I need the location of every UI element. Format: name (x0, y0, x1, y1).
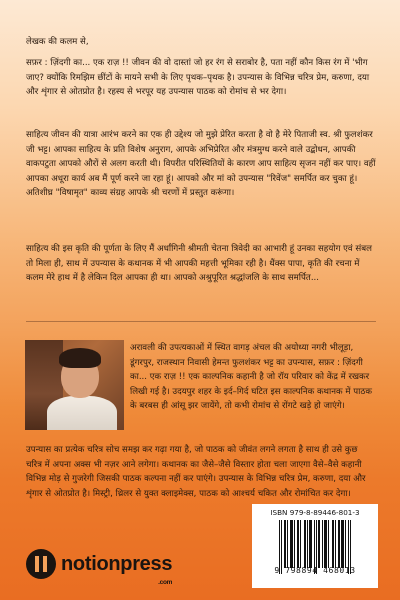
isbn-barcode (252, 504, 378, 588)
publisher-name: notionpress .com (61, 554, 172, 574)
gratitude-paragraph: साहित्य की इस कृति की पूर्णता के लिए मैं अर्धांगिनी श्रीमती चेतना त्रिवेदी का आभारी हूं उनका सहयोग एवं संबल तो मिला ही, साथ में उपन्यास के कथानक में भी आपकी महत्ती भूमिका रही है। थैंक्स पापा, कृति की रचना में कलम मेरे हाथ में है लेकिन दिल आपका ही था। आपको अश्रुपूरित श्रद्धांजलि के साथ समर्पित... (26, 244, 372, 284)
author-greeting: लेखक की कलम से, (26, 37, 89, 47)
isbn-label: ISBN 979-8-89446-801-3 (270, 508, 360, 517)
section-divider (26, 321, 376, 322)
barcode-bars (257, 520, 373, 568)
about-book-text: उपन्यास का प्रत्येक चरित्र सोच समझ कर गढ़ा गया है, जो पाठक को जीवंत लगने लगता है साथ ही उसे कुछ चरित्र में अपना अक्स भी नज़र आने लगेगा। कथानक का जैसे–जैसे विस्तार होता चला जाएगा वैसे–वैसे कहानी विभिन्न मोड़ से गुजरेगी जिसकी पाठक कल्पना नहीं कर पाएंगे। उपन्यास के विभिन्न चरित्र प्रेम, करुणा, दया और शृंगार से ओतप्रोत है। मिस्ट्री, थ्रिलर से युक्त क्लाइमेक्स, पाठक को आश्चर्य चकित और रोमांचित कर देगा। (26, 445, 366, 499)
dedication-paragraph: साहित्य जीवन की यात्रा आरंभ करने का एक ही उद्देश्य जो मुझे प्रेरित करता है वो है मेरे पिताजी स्व. श्री फुलशंकर जी भट्ट। आपका साहित्य के प्रति विशेष अनुराग, आपके अभिप्रेरित और मंत्रमुग्ध करने वाले उद्बोधन, आपकी वाकपटुता आपको औरों से अलग करती थी। विपरीत परिस्थितियों के कारण आप साहित्य सृजन नहीं कर पाए। वहीं आपका अधूरा कार्य अब मैं पूर्ण करने जा रहा हूं। आपको और मां को उपन्यास "रिवेंज" समर्पित कर चुका हूं। अतिशीघ्र "विषामृत" काव्य संग्रह आपके श्री चरणों में प्रस्तुत करूंगा। (26, 130, 376, 199)
intro-paragraph: सफ़र : ज़िंदगी का... एक राज़ !! जीवन की वो दास्तां जो हर रंग से सराबोर है, पता नहीं कौन किस रंग में 'भीग जाए? क्योंकि रिमझिम छींटों के मायने सभी के लिए पृथक–पृथक है। उपन्यास के विभिन्न चरित्र प्रेम, करुणा, दया और शृंगार से ओतप्रोत है। रहस्य से भरपूर यह उपन्यास पाठक को रोमांच से भर देगा। (26, 58, 370, 98)
publisher-logo (26, 548, 173, 586)
notion-press-mark-icon (26, 549, 56, 579)
isbn-digits: 9 798894 468013 (274, 566, 356, 575)
author-photo (25, 340, 124, 430)
about-author-text: अरावली की उपत्यकाओं में स्थित वागड़ अंचल की अयोध्या नगरी भीलूड़ा, डूंगरपुर, राजस्थान निवासी हेमन्त फुलशंकर भट्ट का उपन्यास, सफ़र : ज़िंदगी का... एक राज़ !! एक काल्पनिक कहानी है जो रॉय परिवार को केंद्र में रखकर लिखी गई है। उदयपुर शहर के इर्द–गिर्द घटित इस काल्पनिक कथानक में पाठक के बरबस ही आंसू झर जायेंगे, तो कभी रोमांच से रोंगटे खड़े हो जाएंगे। (130, 343, 372, 412)
publisher-tld: .com (158, 579, 173, 586)
